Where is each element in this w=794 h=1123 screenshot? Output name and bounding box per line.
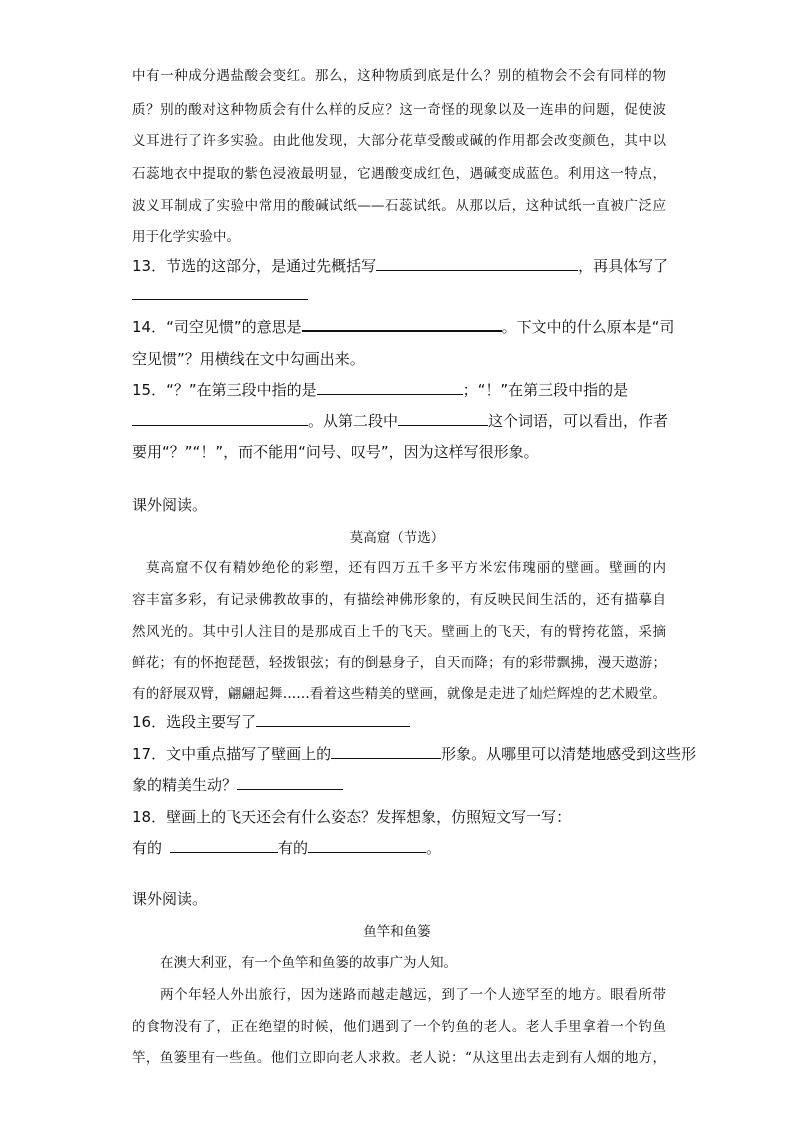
question-18-answer [132,837,441,858]
section2-line: 有的舒展双臂，翩翩起舞……看着这些精美的壁画，就像是走进了灿烂辉煌的艺术殿堂。 [132,686,666,702]
section3-line: 两个年轻人外出旅行，因为迷路而越走越远，到了一个人迹罕至的地方。眼看所带 [160,987,666,1003]
q14-text-c: 空见惯”？用横线在文中勾画出来。 [132,350,365,368]
section2-title: 莫高窟（节选） [349,530,445,546]
q15-blank-2[interactable] [132,411,308,426]
passage1-line: 质？别的酸对这种物质会有什么样的反应？这一奇怪的现象以及一连串的问题，促使波 [132,102,666,118]
section3-heading: 课外阅读。 [132,890,208,908]
question-14 [132,316,674,337]
q14-text-b: 。下文中的什么原本是“司 [501,318,675,336]
q16-text-a: 16．选段主要写了 [132,713,257,731]
question-17 [132,743,696,764]
passage1-line: 波义耳制成了实验中常用的酸碱试纸——石蕊试纸。从那以后，这种试纸一直被广泛应 [132,198,666,214]
question-13 [132,255,668,276]
section3-line: 在澳大利亚，有一个鱼竿和鱼篓的故事广为人知。 [160,955,457,971]
q15-text-c: 。从第二段中 [308,412,399,430]
q18-text-d: 。 [426,839,442,857]
section2-line: 鲜花；有的怀抱琵琶，轻拨银弦；有的倒悬身子，自天而降；有的彩带飘拂，漫天遨游； [132,655,666,671]
q14-text-a: 14．“司空见惯”的意思是 [132,318,302,336]
q15-text-a: 15．“？”在第三段中指的是 [132,381,317,399]
q13-text-b: ，再具体写了 [578,257,669,275]
q13-text-a: 13．节选的这部分，是通过先概括写 [132,257,377,275]
q17-text-b: 形象。从哪里可以清楚地感受到这些形 [441,745,697,763]
passage1-line: 义耳进行了许多实验。由此他发现，大部分花草受酸或碱的作用都会改变颜色，其中以 [132,133,666,149]
q18-blank-1[interactable] [170,838,278,853]
section2-heading: 课外阅读。 [132,496,208,514]
q15-text-b: ；“！”在第三段中指的是 [462,381,629,399]
question-16 [132,711,410,732]
section3-title: 鱼竿和鱼篓 [363,924,431,940]
q13-blank-1[interactable] [376,256,578,271]
question-15 [132,379,628,400]
q14-blank[interactable] [302,316,502,332]
passage1-line: 石蕊地衣中提取的紫色浸液最明显，它遇酸变成红色，遇碱变成蓝色。利用这一特点， [132,166,666,182]
q17-text-a: 17．文中重点描写了壁画上的 [132,745,332,763]
passage1-line: 用于化学实验中。 [132,229,240,245]
q15-blank-3[interactable] [398,411,488,426]
q15-text-e: 要用“？”“！”，而不能用“问号、叹号”，因为这样写很形象。 [132,443,539,461]
question-17-cont [132,774,343,795]
q18-blank-2[interactable] [308,838,426,853]
q16-blank[interactable] [256,712,410,727]
question-15-cont [132,410,668,431]
passage1-line: 中有一种成分遇盐酸会变红。那么，这种物质到底是什么？别的植物会不会有同样的物 [132,68,666,84]
q17-blank-1[interactable] [331,744,441,759]
q17-blank-2[interactable] [237,775,343,790]
section2-line: 莫高窟不仅有精妙绝伦的彩塑，还有四万五千多平方米宏伟瑰丽的壁画。壁画的内 [146,560,666,576]
q15-text-d: 这个词语，可以看出，作者 [488,412,669,430]
q17-text-c: 象的精美生动？ [132,776,238,794]
section3-line: 的食物没有了，正在绝望的时候，他们遇到了一个钓鱼的老人。老人手里拿着一个钓鱼 [132,1019,666,1035]
q13-blank-2[interactable] [132,284,308,300]
section3-line: 竿，鱼篓里有一些鱼。他们立即向老人求救。老人说：“从这里出去走到有人烟的地方， [132,1050,666,1066]
q18-text-c: 有的 [278,839,309,857]
section2-line: 容丰富多彩，有记录佛教故事的，有描绘神佛形象的，有反映民间生活的，还有描摹自 [132,592,666,608]
q18-text-a: 18．壁画上的飞天还会有什么姿态？发挥想象，仿照短文写一写： [132,808,572,826]
q18-text-b: 有的 [132,839,163,857]
section2-line: 然风光的。其中引人注目的是那成百上千的飞天。壁画上的飞天，有的臂挎花篮，采摘 [132,624,666,640]
q15-blank-1[interactable] [317,380,463,395]
